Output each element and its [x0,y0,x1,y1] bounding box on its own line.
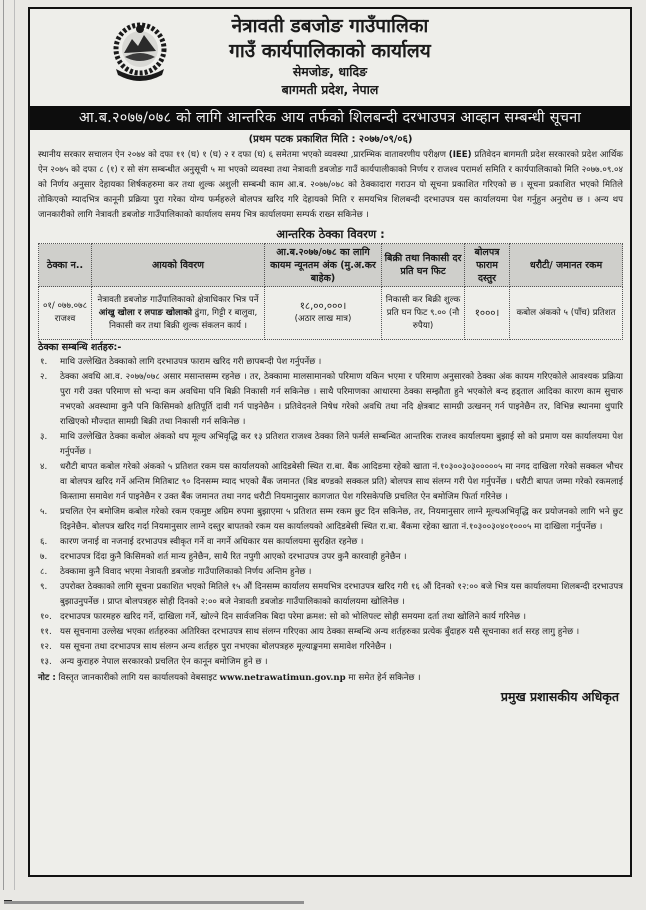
condition-item [38,565,623,580]
website-link[interactable]: www.netrawatimun.gov.np [219,673,346,683]
col-contract-no: ठेक्का न.. [39,244,92,287]
condition-item [38,460,623,505]
contract-table [38,243,623,340]
condition-number: ६. [40,537,48,547]
condition-text: दरभाउपत्र दिंदा कुनै किसिमको शर्त मान्य हुनेछैन, साथै रित नपुगी आएको दरभाउपत्र उपर कुनै कारवाही हुनेछैन । [60,552,407,562]
description-highlight: आंखु खोला र लपाङ खोलाको [98,307,192,318]
condition-item [38,610,623,625]
condition-number: ८. [40,567,48,577]
condition-text: यस सूचना तथा दरभाउपत्र साथ संलग्न अन्य शर्तहरु पुरा नभएका बोलपत्रहरु मूल्याङ्कनमा समावेश गरिनेछैन । [60,642,392,652]
condition-item [38,625,623,640]
condition-number: ४. [40,462,48,472]
col-description: आयको विवरण [92,244,265,287]
cell-min-amount [265,287,382,340]
intro-text: स्थानीय सरकार सचालन ऐन २०७४ को दफा ११ (घ) १ (घ) २ र दफा (घ) ६ समेतमा भएको व्यवस्था ,प्रारम्भिक वातावरणीय परीक्षण [38,150,446,160]
cell-rate: निकासी कर बिक्री शुल्क प्रति घन फिट ९.०० (नौ रुपैया) [382,287,465,340]
condition-text: कारण जनाई वा नजनाई दरभाउपत्र स्वीकृत गर्ने वा नगर्ने अधिकार यस कार्यालयमा सुरक्षित रहनेछ । [60,537,364,547]
province-name: बागमती प्रदेश, नेपाल [281,82,379,97]
municipality-name: नेत्रावती डबजोङ गाउँपालिका [231,15,429,37]
publish-date: (प्रथम पटक प्रकाशित मिति : २०७७/०९/०६) [248,134,413,145]
condition-number: १२. [40,642,52,652]
note-text: मा समेत हेर्न सकिनेछ । [345,673,421,683]
signatory-title: प्रमुख प्रशासकीय अधिकृत [500,689,619,704]
condition-number: १०. [40,612,52,622]
table-row [39,287,623,340]
condition-text: प्रचलित ऐन बमोजिम कबोल गरेको रकम एकमुष्ट अग्रिम रुपमा बुझाएमा ५ प्रतिशत सम्म रकम छुट दिन सकिनेछ, तर, नियमानुसार लाग्ने मूल्यअभिवृद्धि कर प्रयोजनको लागि भने छुट दिइनेछैन. बोलपत्र खरिद गर्दा नियमानुसार लाग्ने दस्तुर बापतको रकम यस कार्यालयको आदिडबेसी स्थित रा.बा. बैंकमा रहेका खाता नं.१०३००३०४०१०००५ मा दाखिला गर्नुपर्नेछ । [60,507,623,532]
note-line [38,671,623,686]
iee-label: (IEE) [448,150,472,160]
notice-header [30,9,630,106]
page-footer-rule [4,901,304,904]
col-form-fee: बोलपत्र फाराम दस्तुर [465,244,510,287]
condition-text: अन्य कुराहरु नेपाल सरकारको प्रचलित ऐन कानून बमोजिम हुने छ । [60,657,268,667]
condition-number: ११. [40,627,52,637]
condition-number: २. [40,372,48,382]
cell-deposit: कबोल अंकको ५ (पाँच) प्रतिशत [510,287,623,340]
page-edge-rule [3,0,4,890]
note-label: नोट : [38,673,56,683]
condition-number: ३. [40,432,48,442]
condition-item [38,505,623,535]
condition-text: माथि उल्लेखित ठेक्काको लागि दरभाउपत्र फाराम खरिद गरी छापबन्दी पेश गर्नुपर्नेछ । [60,357,322,367]
condition-text: ठेक्का अवधि आ.व. २०७७/०७८ असार मसान्तसम्म रहनेछ । तर, ठेक्कामा मालसामानको परिमाण यकिन भएमा र परिमाण अनुसारको ठेक्का अंक कायम गरिएकोले आवश्यक प्रक्रिया पुरा गरी उक्त परिमाण सो भन्दा कम अवधिमा पनि बिक्री निकासी गर्न सकिनेछ । साथै परिमाणका आधारमा ठेक्का सम्झौता हुने भएकोले बन्द हड्ताल आदिका कारण काम सुचारु नभएको अवस्थामा कुनै पनि किसिमको क्षतिपूर्ति दावी गर्न पाइनेछैन । प्रतिवेदनले निषेध गरेको अवधि तथा नदि क्षेत्रबाट सामग्री उत्खनन् गर्न पाइनेछैन तर, विभिन्न स्थानमा थुपारि राखिएको मौज्दात सामग्री बिक्री तथा निकासी गर्न सकिनेछ । [60,372,623,427]
condition-text: दरभाउपत्र फारमहरु खरिद गर्ने, दाखिला गर्ने, खोल्ने दिन सार्वजनिक बिदा परेमा क्रमश: सो को भोलिपल्ट सोही समयमा दर्ता तथा खोलिने कार्य गरिनेछ । [60,612,527,622]
condition-number: ५. [40,507,48,517]
office-location: सेमजोङ, धादिङ [292,64,368,79]
cell-form-fee: १०००। [465,287,510,340]
condition-number: १३. [40,657,52,667]
min-amount-words: (अठार लाख मात्र) [294,314,352,324]
notice-body [30,130,630,706]
description-text: नेत्रावती डबजोङ गाउँपालिकाको क्षेत्राधिकार भित्र पर्ने [97,294,259,305]
contract-table-title: आन्तरिक ठेक्का विवरण : [276,227,385,241]
office-name: गाउँ कार्यपालिकाको कार्यालय [229,40,431,62]
col-rate: बिक्री तथा निकासी दर प्रति घन फिट [382,244,465,287]
condition-item [38,640,623,655]
condition-text: माथि उल्लेखित ठेक्का कबोल अंकको थप मूल्य अभिवृद्धि कर १३ प्रतिशत राजश्व ठेक्का लिने फर्मले सम्बन्धित आन्तरिक राजश्व कार्यालयमा बुझाई सो को प्रमाण यस कार्यालयमा पेश गर्नुपर्नेछ । [60,432,623,457]
cell-description [92,287,265,340]
condition-text: यस सूचनामा उल्लेख भएका शर्तहरुका अतिरिक्त दरभाउपत्र साथ संलग्न गरिएका आय ठेक्का सम्बन्धि अन्य शर्तहरुका प्रत्येक बुँदाहरु यसै सूचनाका शर्त सरह लागु हुनेछ । [60,627,580,637]
conditions-list [38,355,623,670]
condition-number: ७. [40,552,48,562]
notice-frame [28,7,632,877]
page-edge-rule [14,0,15,890]
condition-item [38,355,623,370]
col-deposit: धरौटी/ जमानत रकम [510,244,623,287]
min-amount-figure: १८,००,०००। [299,301,347,312]
condition-item [38,370,623,430]
intro-paragraph [38,148,623,223]
note-text: विस्तृत जानकारीको लागि यस कार्यालयको वेबसाइट [55,673,220,683]
condition-item [38,430,623,460]
condition-item [38,535,623,550]
condition-number: ९. [40,582,48,592]
condition-item [38,580,623,610]
cell-contract-no: ०१/ ०७७.०७८ राजश्व [39,287,92,340]
condition-item [38,550,623,565]
conditions-title: ठेक्का सम्बन्धि शर्तहरु:- [38,342,122,353]
condition-text: धरौटी बापत कबोल गरेको अंकको ५ प्रतिशत रकम यस कार्यालयको आदिडबेसी स्थित रा.बा. बैंक आदिङमा रहेको खाता नं.१०३००३०३०००००५ मा नगद दाखिला गरेको सक्कल भौचर वा बोलपत्र खरिद गर्ने अन्तिम मितिबाट ९० दिनसम्म म्याद भएको बैंक जमानत (बिड बण्डको सक्कल प्रति) बोलपत्र साथ संलग्न गरी पेश गर्नुपर्नेछ । धरौटी बापत जम्मा गरेको रकमलाई किस्तामा समावेश गर्न पाइनेछैन र उक्त बैंक जमानत तथा नगद धरौटी नियमानुसार कागजात पेश गरिसकेपछि प्रचलित ऐन बमोजिम फिर्ता गरिनेछ । [60,462,623,502]
condition-number: १. [40,357,48,367]
table-header-row [39,244,623,287]
condition-text: उपरोक्त ठेक्काको लागि सूचना प्रकाशित भएको मितिले १५ औं दिनसम्म कार्यालय समयभित्र दरभाउपत्र खरिद गरी १६ औं दिनको १२:०० बजे भित्र यस कार्यालयमा शिलबन्दी दरभाउपत्र बुझाउनुपर्नेछ । प्राप्त बोलपत्रहरु सोही दिनको २:०० बजे नेत्रावती डबजोङ गाउँपालिकाको कार्यालयमा खोलिनेछ । [60,582,623,607]
condition-text: ठेक्कामा कुनै विवाद भएमा नेत्रावती डबजोङ गाउँपालिकाको निर्णय अन्तिम हुनेछ । [60,567,312,577]
notice-title: आ.ब.२०७७/०७८ को लागि आन्तरिक आय तर्फको शिलबन्दी दरभाउपत्र आव्हान सम्बन्धी सूचना [30,106,630,130]
col-min-amount: आ.ब.२०७७/०७८ का लागि कायम न्यूनतम अंक (मु.अ.कर बाहेक) [265,244,382,287]
intro-text: प्रतिवेदन बागमती प्रदेश सरकारको प्रदेश आर्थिक ऐन २०७५ को दफा ८ (१) र सो संग सम्बन्धीत अनुसूची ५ मा भएको व्यवस्था तथा नेत्रावती डबजोङ गाउँ कार्यपालीकाको निर्णय र राजश्व परामर्श समिति र कार्यपालिकाको मिति २०७७.०९.०४ को निर्णय अनुसार देहायका शिर्षकहरुमा कर तथा शुल्क अशुली सम्बन्धी काम आ.ब. २०७७/०७८ को ठेक्कादारा गराउन यो सूचना प्रकाशित गरिएको छ । सूचना प्रकाशित भएको मितिले तोकिएको म्यादभित्र कानूनी प्रक्रिया पुरा गरेका योग्य फर्महरुले बोलपत्र खरिद गरि देहायको मिति र समयभित्र शिलबन्दी दरभाउपत्र यस कार्यालयमा पेश गर्नुहुन अनुरोध छ । अन्य थप जानकारीको लागि नेत्रावती डबजोङ गाउँपालिकाको कार्यालय समय भित्र कार्यालयमा सम्पर्क राख्न सकिनेछ । [38,150,624,220]
condition-item [38,655,623,670]
description-text: ढुंगा, गिट्टी र बालुवा, निकासी कर तथा बिक्री शुल्क संकलन कार्य । [108,307,258,331]
